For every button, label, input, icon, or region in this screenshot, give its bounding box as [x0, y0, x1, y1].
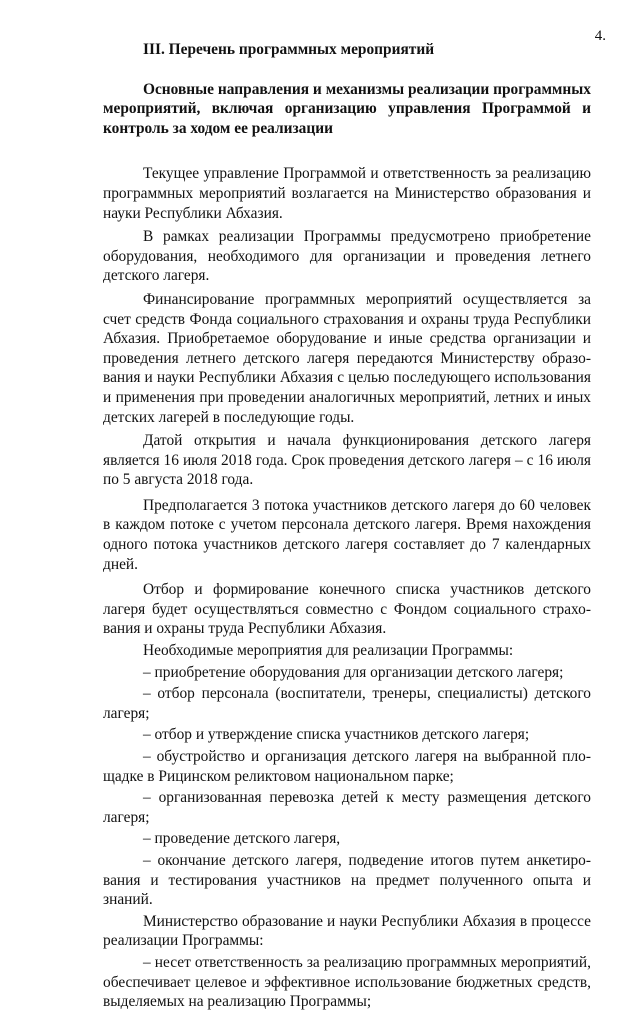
list-item: – проведение детского лагеря, [143, 830, 341, 848]
page-number: 4. [594, 28, 606, 44]
list-item: – приобретение оборудования для организации детского лагеря; [143, 663, 564, 681]
paragraph-financing: Финансирование программных мероприятий осуществляется за счет средств Фонда социального страхования и охраны труда Республики Абхазия. Приобретаемое оборудование и иные средства организации и проведения летнего детского лагеря передаются Министерству образования и науки Республики Абхазия с целью последующего использования и применения при проведении аналогичных мероприятий, летних и иных детских лагерей в последующие годы. [103, 290, 591, 426]
list-item: – отбор и утверждение списка участников детского лагеря; [143, 726, 530, 744]
paragraph-ministry: Министерство образование и науки Республики Абхазия в процессе реализации Программы: [103, 912, 591, 950]
list-item: – несет ответственность за реализацию программных мероприятий, обеспечивает целевое и эффективное использование бюджетных средств, выделяемых на реализацию Программы; [103, 953, 591, 1011]
document-body [103, 40, 591, 1014]
subsection-heading: Основные направления и механизмы реализации программных мероприятий, включая организацию управления Программой и контроль за ходом ее реализации [103, 80, 591, 137]
paragraph-measures-intro: Необходимые мероприятия для реализации Программы: [143, 642, 514, 660]
section-heading: III. Перечень программных мероприятий [143, 41, 435, 58]
list-item: – обустройство и организация детского лагеря на выбранной площадке в Рицинском реликтовом национальном парке; [103, 748, 591, 785]
paragraph-streams: Предполагается 3 потока участников детского лагеря до 60 человек в каждом потоке с учетом персонала детского лагеря. Время нахождения одного потока участников детского лагеря составляет до 7 календарных дней. [103, 496, 591, 573]
paragraph-dates: Датой открытия и начала функционирования детского лагеря является 16 июля 2018 года. Срок проведения детского лагеря – с 16 июля по 5 августа 2018 года. [103, 432, 591, 489]
paragraph-equipment: В рамках реализации Программы предусмотрено приобретение оборудования, необходимого для организации и проведения летнего детского лагеря. [103, 228, 591, 285]
list-item: – отбор персонала (воспитатели, тренеры, специалисты) детского лагеря; [103, 685, 591, 722]
list-item: – окончание детского лагеря, подведение итогов путем анкетирования и тестирования участников на предмет полученного опыта и знаний. [103, 851, 591, 909]
list-item: – организованная перевозка детей к месту размещения детского лагеря; [103, 789, 591, 826]
paragraph-selection: Отбор и формирование конечного списка участников детского лагеря будет осуществляться совместно с Фондом социального страхования и охраны труда Республики Абхазия. [103, 581, 591, 638]
paragraph-management: Текущее управление Программой и ответственность за реализацию программных мероприятий возлагается на Министерство образования и науки Республики Абхазия. [103, 165, 591, 222]
